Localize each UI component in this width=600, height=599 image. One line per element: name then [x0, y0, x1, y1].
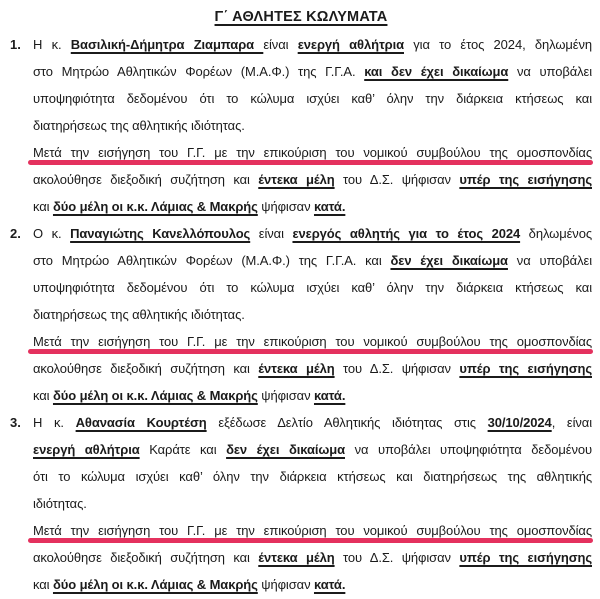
page-title [10, 4, 592, 31]
emphasized-phrase: υπέρ της εισήγησης [459, 361, 592, 376]
text-line [33, 436, 592, 463]
text-line [33, 463, 592, 490]
text-line [33, 220, 592, 247]
marker-underlined-line [33, 139, 592, 166]
item-number: 2. [10, 226, 21, 241]
text-run: είναι [250, 226, 293, 241]
emphasized-phrase: έντεκα μέλη [258, 172, 335, 187]
text-run: ακολούθησε διεξοδική συζήτηση και [33, 172, 259, 187]
emphasized-phrase: κατά. [313, 577, 346, 592]
text-line [33, 193, 592, 220]
text-run: του Δ.Σ. ψήφισαν [334, 550, 460, 565]
text-run: και [33, 577, 53, 592]
text-run: και [33, 199, 53, 214]
page-title-text: Γ΄ ΑΘΛΗΤΕΣ ΚΩΛΥΜΑΤΑ [214, 9, 388, 25]
text-run: ότι το κώλυμα ισχύει καθ’ όλην την διάρκεια κτήσεως και διατηρήσεως της αθλητικής [33, 469, 592, 484]
text-run: Καράτε και [139, 442, 227, 457]
text-line [33, 58, 592, 85]
emphasized-phrase: δύο μέλη οι κ.κ. Λάμιας & Μακρής [52, 388, 258, 403]
text-run: στο Μητρώο Αθλητικών Φορέων (Μ.Α.Φ.) της Γ.Γ.Α. [33, 64, 365, 79]
text-line [33, 382, 592, 409]
emphasized-phrase: Βασιλική-Δήμητρα Ζιαμπαρα [70, 37, 264, 52]
text-run: Η κ. [33, 415, 76, 430]
list-item [10, 220, 592, 409]
emphasized-phrase: ενεργός αθλητής για το έτος 2024 [292, 226, 521, 241]
text-run: του Δ.Σ. ψήφισαν [334, 361, 460, 376]
text-run: Η κ. [33, 37, 71, 52]
list-item [10, 31, 592, 220]
item-body [33, 220, 592, 409]
text-run: είναι [263, 37, 298, 52]
text-line [33, 490, 592, 517]
text-run: και [33, 388, 53, 403]
emphasized-phrase: ενεργή αθλήτρια [33, 442, 140, 457]
emphasized-phrase: κατά. [313, 388, 346, 403]
marker-underlined-line [33, 517, 592, 544]
text-run: να υποβάλει υποψηφιότητα δεδομένου [345, 442, 592, 457]
text-run: ακολούθησε διεξοδική συζήτηση και [33, 361, 259, 376]
emphasized-phrase: δεν έχει δικαίωμα [390, 253, 508, 268]
text-run: δηλωμένος [520, 226, 592, 241]
text-run: Μετά την εισήγηση του Γ.Γ. με την επικούριση του νομικού συμβούλου της ομοσπονδίας [33, 334, 592, 349]
text-line [33, 409, 592, 436]
text-line [33, 274, 592, 301]
text-run: για το έτος 2024, δηλωμένη [404, 37, 592, 52]
text-run: ψήφισαν [257, 577, 314, 592]
text-line [33, 544, 592, 571]
emphasized-phrase: ενεργή αθλήτρια [297, 37, 404, 52]
emphasized-phrase: υπέρ της εισήγησης [459, 550, 592, 565]
text-run: ιδιότητας. [33, 496, 87, 511]
marker-underlined-line [33, 328, 592, 355]
item-body [33, 31, 592, 220]
text-line [33, 355, 592, 382]
emphasized-phrase: δύο μέλη οι κ.κ. Λάμιας & Μακρής [52, 577, 258, 592]
text-run: Μετά την εισήγηση του Γ.Γ. με την επικούριση του νομικού συμβούλου της ομοσπονδίας [33, 523, 592, 538]
text-run: υποψηφιότητα δεδομένου ότι το κώλυμα ισχύει καθ’ όλην την διάρκεια κτήσεως και [33, 91, 592, 106]
items-list [10, 31, 592, 598]
emphasized-phrase: Παναγιώτης Κανελλόπουλος [70, 226, 251, 241]
text-run: να υποβάλει [508, 64, 593, 79]
item-number: 3. [10, 415, 21, 430]
list-item [10, 409, 592, 598]
emphasized-phrase: δύο μέλη οι κ.κ. Λάμιας & Μακρής [52, 199, 258, 214]
emphasized-phrase: κατά. [313, 199, 346, 214]
emphasized-phrase: έντεκα μέλη [258, 550, 335, 565]
item-body [33, 409, 592, 598]
text-line [33, 166, 592, 193]
text-line [33, 31, 592, 58]
text-run: ακολούθησε διεξοδική συζήτηση και [33, 550, 259, 565]
text-run: , είναι [551, 415, 592, 430]
text-line [33, 247, 592, 274]
text-run: του Δ.Σ. ψήφισαν [334, 172, 460, 187]
text-line [33, 571, 592, 598]
emphasized-phrase: Αθανασία Κουρτέση [75, 415, 207, 430]
text-line [33, 112, 592, 139]
text-line [33, 85, 592, 112]
text-run: υποψηφιότητα δεδομένου ότι το κώλυμα ισχύει καθ’ όλην την διάρκεια κτήσεως και [33, 280, 592, 295]
text-run: ψήφισαν [257, 199, 314, 214]
text-run: Μετά την εισήγηση του Γ.Γ. με την επικούριση του νομικού συμβούλου της ομοσπονδίας [33, 145, 592, 160]
emphasized-phrase: υπέρ της εισήγησης [459, 172, 592, 187]
text-run: διατηρήσεως της αθλητικής ιδιότητας. [33, 118, 245, 133]
text-run: διατηρήσεως της αθλητικής ιδιότητας. [33, 307, 245, 322]
text-run: να υποβάλει [507, 253, 592, 268]
emphasized-phrase: και δεν έχει δικαίωμα [364, 64, 509, 79]
text-run: στο Μητρώο Αθλητικών Φορέων (Μ.Α.Φ.) της Γ.Γ.Α. και [33, 253, 391, 268]
text-line [33, 301, 592, 328]
text-run: εξέδωσε Δελτίο Αθλητικής ιδιότητας στις [206, 415, 488, 430]
emphasized-phrase: 30/10/2024 [487, 415, 552, 430]
emphasized-phrase: έντεκα μέλη [258, 361, 335, 376]
item-number: 1. [10, 37, 21, 52]
emphasized-phrase: δεν έχει δικαίωμα [226, 442, 345, 457]
text-run: ψήφισαν [257, 388, 314, 403]
text-run: Ο κ. [33, 226, 71, 241]
